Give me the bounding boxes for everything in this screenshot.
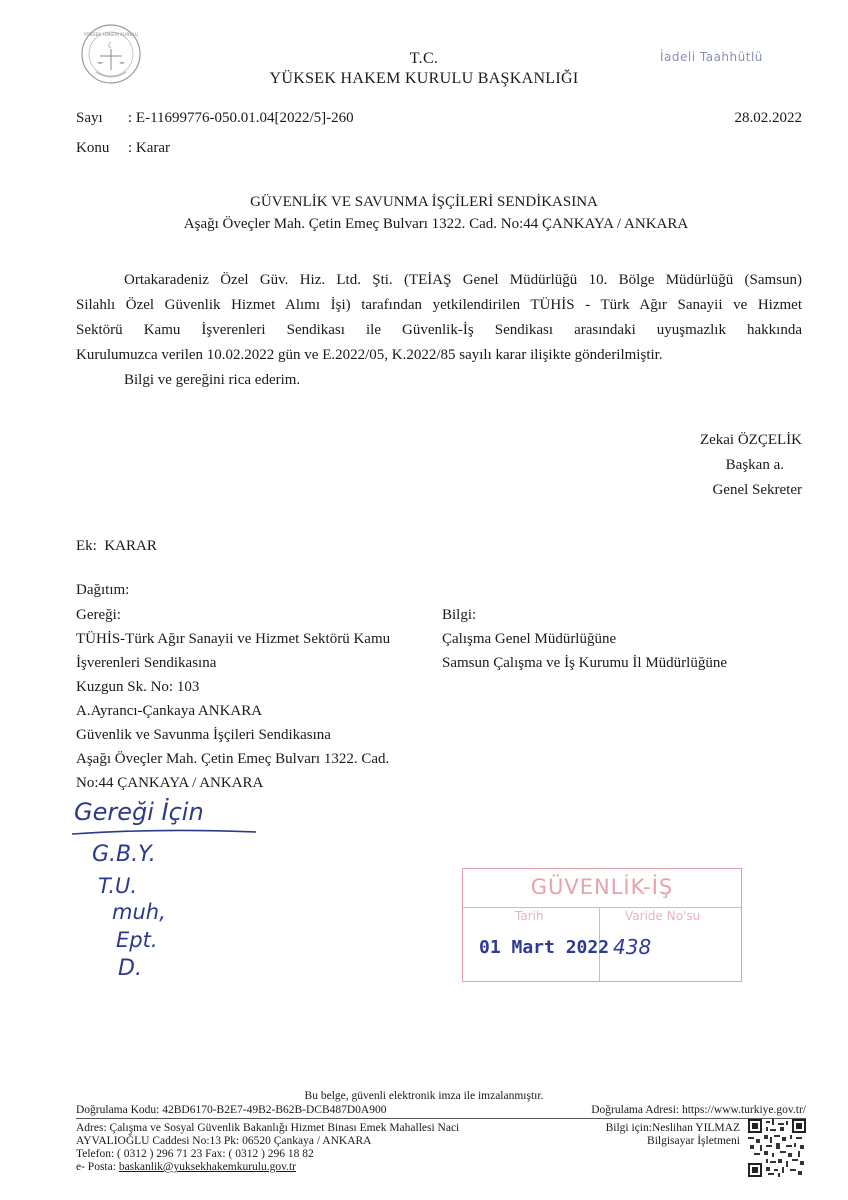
received-stamp (462, 868, 742, 982)
addressee-address: Aşağı Öveçler Mah. Çetin Emeç Bulvarı 1322. Cad. No:44 ÇANKAYA / ANKARA (183, 216, 689, 232)
bilgi-line: Çalışma Genel Müdürlüğüne (442, 631, 617, 647)
received-number: 438 (613, 935, 652, 959)
handwritten-note-line: G.B.Y. (92, 842, 156, 867)
footer-contact (76, 1122, 556, 1174)
attachment-label: Ek: (76, 538, 97, 554)
distribution-title: Dağıtım: (76, 582, 130, 598)
info-contact: Bilgi için:Neslihan YILMAZ (605, 1122, 740, 1134)
header-tc: T.C. (409, 50, 439, 67)
konu-label: Konu (76, 140, 110, 156)
geregi-line: No:44 ÇANKAYA / ANKARA (76, 775, 264, 791)
seal-text: YÜKSEK HAKEM KURULU (83, 33, 139, 38)
verification-code: Doğrulama Kodu: 42BD6170-B2E7-49B2-B62B-DCB487D0A900 (76, 1104, 387, 1116)
svg-text:☾: ☾ (107, 41, 115, 50)
handwritten-note-line: muh, (112, 900, 166, 924)
addressee-name: GÜVENLİK VE SAVUNMA İŞÇİLERİ SENDİKASINA (250, 194, 598, 210)
distribution-bilgi (442, 603, 802, 675)
signatory-role: Genel Sekreter (712, 482, 802, 498)
handwritten-note-line: Ept. (116, 928, 158, 952)
signature-block (560, 428, 802, 503)
sayi-row (76, 110, 354, 127)
letter-body (76, 268, 802, 393)
email-line: e- Posta: baskanlik@yuksekhakemkurulu.gov.tr (76, 1161, 297, 1173)
handwritten-note-line: T.U. (98, 874, 138, 898)
geregi-line: Aşağı Öveçler Mah. Çetin Emeç Bulvarı 1322. Cad. (76, 751, 390, 767)
geregi-line: Güvenlik ve Savunma İşçileri Sendikasına (76, 727, 331, 743)
geregi-line: TÜHİS-Türk Ağır Sanayii ve Hizmet Sektörü Kamu (76, 631, 391, 647)
body-closing: Bilgi ve gereğini rica ederim. (124, 372, 301, 388)
handwritten-note-line: D. (118, 956, 142, 981)
konu-row (76, 140, 170, 157)
sayi-label: Sayı (76, 110, 103, 126)
handwritten-underline (70, 826, 260, 838)
qr-code (748, 1119, 806, 1177)
signatory-title: Başkan a. (725, 457, 784, 473)
signatory-name: Zekai ÖZÇELİK (699, 432, 802, 448)
received-date: 01 Mart 2022 (479, 937, 610, 958)
attachment-value: KARAR (104, 538, 157, 554)
geregi-label: Gereği: (76, 607, 121, 623)
body-line: Sektörü Kamu İşverenleri Sendikası ile Güvenlik-İş Sendikası arasındaki uyuşmazlık hakkında (76, 322, 802, 338)
document-date: 28.02.2022 (734, 110, 802, 126)
info-unit: Bilgisayar İşletmeni (647, 1135, 740, 1147)
header-institution: YÜKSEK HAKEM KURULU BAŞKANLIĞI (269, 70, 579, 87)
geregi-line: İşverenleri Sendikasına (76, 655, 217, 671)
bilgi-line: Samsun Çalışma ve İş Kurumu İl Müdürlüğüne (442, 655, 727, 671)
sayi-value: : E-11699776-050.01.04[2022/5]-260 (128, 110, 354, 126)
body-line: Kurulumuzca verilen 10.02.2022 gün ve E.2022/05, K.2022/85 sayılı karar ilişikte gönderilmiştir. (76, 347, 663, 363)
received-date-label: Tarih (515, 909, 544, 923)
footer-info (606, 1122, 740, 1148)
handwritten-note-line: Gereği İçin (74, 798, 204, 826)
verification-address: Doğrulama Adresi: https://www.turkiye.gov.tr/ (591, 1104, 806, 1116)
body-line: Ortakaradeniz Özel Güv. Hiz. Ltd. Şti. (TEİAŞ Genel Müdürlüğü 10. Bölge Müdürlüğü (Samsun) (124, 272, 802, 288)
geregi-line: Kuzgun Sk. No: 103 (76, 679, 200, 695)
received-stamp-title: GÜVENLİK-İŞ (530, 875, 674, 899)
address-line: AYVALIOĞLU Caddesi No:13 Pk: 06520 Çankaya / ANKARA (76, 1135, 372, 1147)
received-number-label: Varide No'su (625, 909, 701, 923)
geregi-line: A.Ayrancı-Çankaya ANKARA (76, 703, 263, 719)
distribution-geregi (76, 603, 436, 795)
body-line: Silahlı Özel Güvenlik Hizmet Alımı İşi) tarafından yetkilendirilen TÜHİS - Türk Ağır Sanayii ve Hizmet (76, 297, 802, 313)
phone-line: Telefon: ( 0312 ) 296 71 23 Fax: ( 0312 ) 296 18 82 (76, 1148, 314, 1160)
registered-mail-stamp: İadeli Taahhütlü (660, 50, 763, 64)
konu-value: : Karar (128, 140, 171, 156)
bilgi-label: Bilgi: (442, 607, 477, 623)
address-line: Adres: Çalışma ve Sosyal Güvenlik Bakanlığı Hizmet Binası Emek Mahallesi Naci (76, 1122, 460, 1134)
footer-divider (76, 1118, 806, 1119)
esign-note: Bu belge, güvenli elektronik imza ile imzalanmıştır. (304, 1090, 544, 1102)
attachment-row (76, 538, 157, 555)
email-link[interactable]: baskanlik@yuksekhakemkurulu.gov.tr (118, 1161, 297, 1173)
